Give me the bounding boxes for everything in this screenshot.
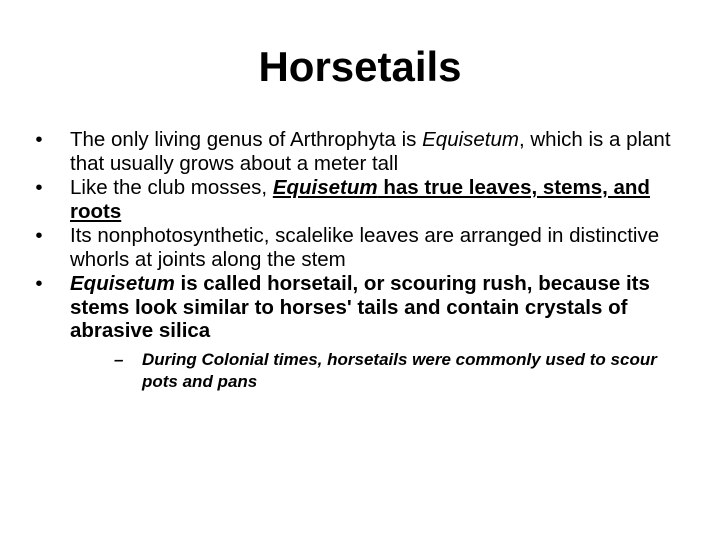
sub-bullet — [70, 349, 690, 393]
bullet-list — [30, 128, 690, 393]
sub-bullet-dash: – — [114, 349, 124, 369]
slide-title: Horsetails — [258, 43, 462, 90]
bullet-3-text: Its nonphotosynthetic, scalelike leaves are arranged in distinctive whorls at joints along the stem — [70, 224, 660, 271]
bullet-dot: • — [35, 224, 43, 247]
bullet-item-4 — [30, 272, 690, 393]
bullet-2-text-b: has true leaves, stems, and roots — [70, 176, 650, 223]
bullet-1-text-b: , which is a plant that usually grows about a meter tall — [70, 128, 671, 175]
bullet-1-text-a: The only living genus of Arthrophyta is — [70, 128, 423, 151]
bullet-item-1 — [30, 128, 690, 175]
bullet-dot: • — [35, 176, 43, 199]
bullet-4-text: is called horsetail, or scouring rush, because its stems look similar to horses' tails and contain crystals of abrasive silica — [70, 272, 650, 342]
bullet-2-genus: Equisetum — [272, 176, 378, 199]
bullet-1-genus: Equisetum — [422, 128, 519, 151]
bullet-item-3 — [30, 224, 690, 271]
bullet-item-2 — [30, 176, 690, 223]
sub-bullet-text: During Colonial times, horsetails were commonly used to scour pots and pans — [142, 349, 657, 391]
bullet-4-genus: Equisetum — [70, 272, 175, 295]
bullet-2-text-a: Like the club mosses, — [70, 176, 273, 199]
bullet-dot: • — [35, 272, 43, 295]
bullet-dot: • — [35, 128, 43, 151]
